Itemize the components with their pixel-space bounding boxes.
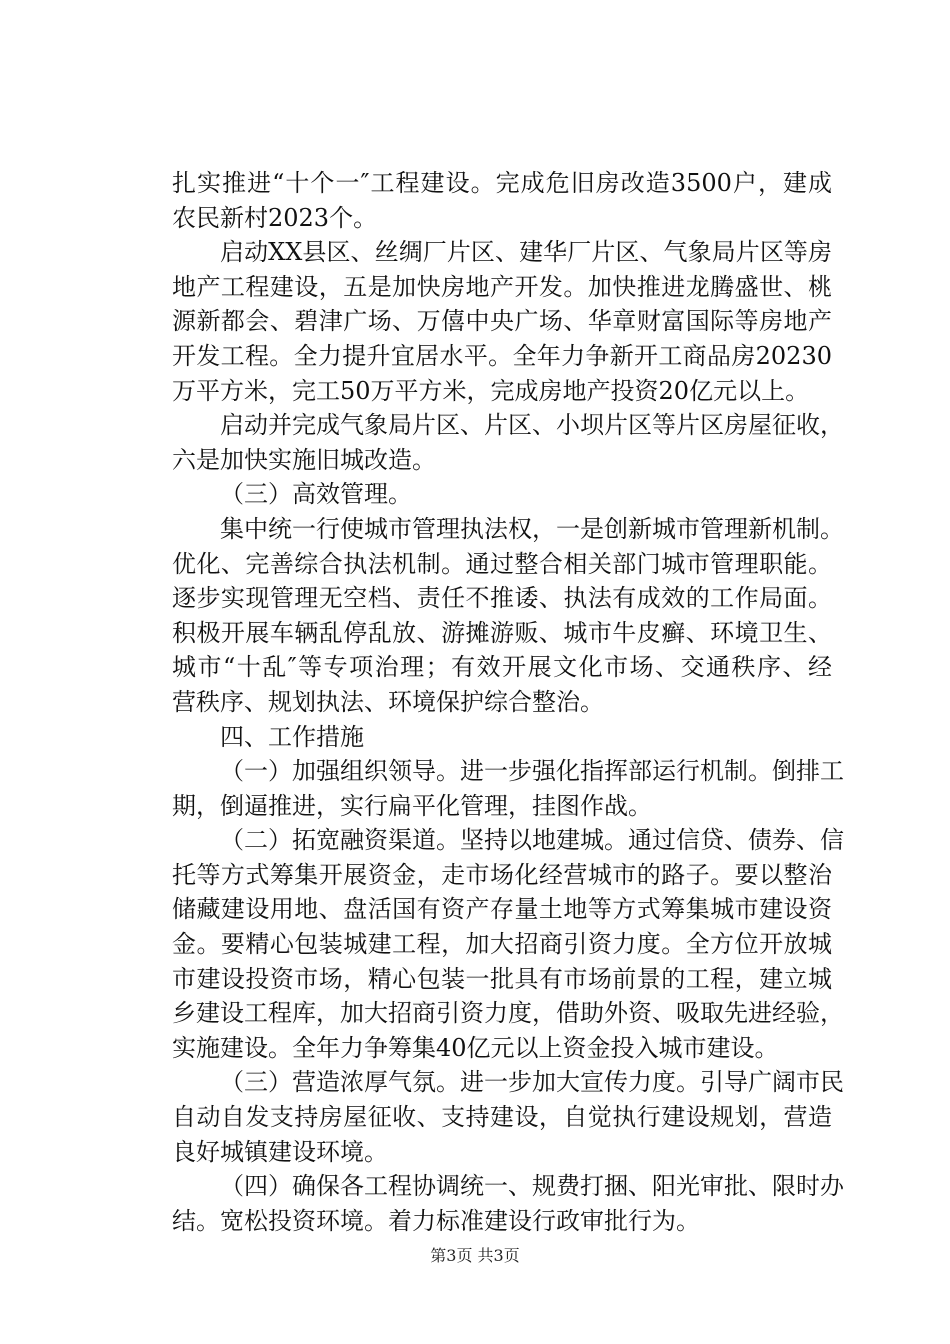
text-line: 源新都会、碧津广场、万僖中央广场、华章财富国际等房地产 xyxy=(172,307,832,336)
text-line: （三）营造浓厚气氛。进一步加大宣传力度。引导广阔市民 xyxy=(220,1068,844,1097)
text-line: （一）加强组织领导。进一步强化指挥部运行机制。倒排工 xyxy=(220,757,844,786)
text-line: 六是加快实施旧城改造。 xyxy=(172,445,436,474)
text-line: 结。宽松投资环境。着力标准建设行政审批行为。 xyxy=(172,1206,700,1235)
text-line: 四、工作措施 xyxy=(220,722,364,751)
text-line: 启动并完成气象局片区、片区、小坝片区等片区房屋征收， xyxy=(220,411,844,440)
text-line: 金。要精心包装城建工程，加大招商引资力度。全方位开放城 xyxy=(172,930,832,959)
text-line: 乡建设工程库，加大招商引资力度，借助外资、吸取先进经验， xyxy=(172,999,844,1028)
page-footer: 第3页 共3页 xyxy=(430,1246,520,1265)
text-line: （三）高效管理。 xyxy=(220,480,412,509)
text-line: 市建设投资市场，精心包装一批具有市场前景的工程，建立城 xyxy=(172,964,832,993)
text-line: 托等方式筹集开展资金，走市场化经营城市的路子。要以整治 xyxy=(172,860,832,889)
text-line: （二）拓宽融资渠道。坚持以地建城。通过信贷、债券、信 xyxy=(220,826,844,855)
text-line: 集中统一行使城市管理执法权，一是创新城市管理新机制。 xyxy=(220,514,844,543)
text-line: 积极开展车辆乱停乱放、游摊游贩、城市牛皮癣、环境卫生、 xyxy=(172,618,832,647)
text-line: 自动自发支持房屋征收、支持建设，自觉执行建设规划，营造 xyxy=(172,1103,832,1132)
text-line: 城市“十乱″等专项治理；有效开展文化市场、交通秩序、经 xyxy=(172,653,832,682)
text-line: 储藏建设用地、盘活国有资产存量土地等方式筹集城市建设资 xyxy=(172,895,832,924)
text-line: 良好城镇建设环境。 xyxy=(172,1137,388,1166)
document-body xyxy=(172,166,844,1238)
text-line: 地产工程建设，五是加快房地产开发。加快推进龙腾盛世、桃 xyxy=(172,272,832,301)
text-line: 优化、完善综合执法机制。通过整合相关部门城市管理职能。 xyxy=(172,549,832,578)
text-line: 期，倒逼推进，实行扁平化管理，挂图作战。 xyxy=(172,791,652,820)
text-line: 农民新村2023个。 xyxy=(172,203,378,232)
text-line: 扎实推进“十个一″工程建设。完成危旧房改造3500户，建成 xyxy=(172,169,832,197)
text-line: 开发工程。全力提升宜居水平。全年力争新开工商品房20230 xyxy=(172,341,832,370)
text-line: 逐步实现管理无空档、责任不推诿、执法有成效的工作局面。 xyxy=(172,584,832,613)
text-line: 万平方米，完工50万平方米，完成房地产投资20亿元以上。 xyxy=(172,376,810,405)
text-line: 实施建设。全年力争筹集40亿元以上资金投入城市建设。 xyxy=(172,1033,779,1062)
text-line: 营秩序、规划执法、环境保护综合整治。 xyxy=(172,687,604,716)
text-line: 启动XX县区、丝绸厂片区、建华厂片区、气象局片区等房 xyxy=(220,238,832,267)
text-line: （四）确保各工程协调统一、规费打捆、阳光审批、限时办 xyxy=(220,1172,844,1201)
